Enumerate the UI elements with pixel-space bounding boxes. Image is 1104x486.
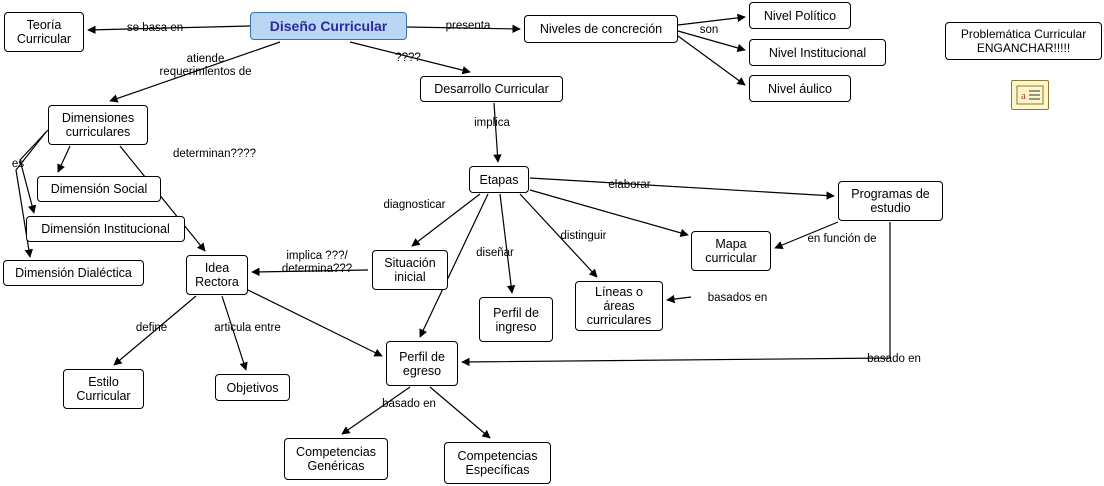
edge-label-el-basadosen: basados en bbox=[707, 292, 768, 304]
node-egreso[interactable]: Perfil de egreso bbox=[386, 341, 458, 386]
edge-label-el-implica: implica bbox=[474, 117, 510, 129]
edge-label-el-determinan: determinan???? bbox=[172, 148, 257, 160]
svg-text:a: a bbox=[1021, 90, 1026, 102]
node-idea[interactable]: Idea Rectora bbox=[186, 255, 248, 295]
node-ddialect[interactable]: Dimensión Dialéctica bbox=[3, 260, 144, 286]
edge-label-el-basadoen2: basado en bbox=[867, 353, 921, 365]
edge-label-el-define: define bbox=[135, 322, 168, 334]
edge-label-el-elaborar: elaborar bbox=[608, 179, 651, 191]
edge-label-el-basadoen: basado en bbox=[382, 398, 436, 410]
edge-label-el-enfuncion: en función de bbox=[807, 233, 877, 245]
node-teoria[interactable]: Teoría Curricular bbox=[4, 12, 84, 52]
edge-label-el-atiende: atiende requerimientos de bbox=[159, 53, 252, 78]
edge-label-el-articula: articula entre bbox=[214, 322, 281, 334]
node-dsocial[interactable]: Dimensión Social bbox=[37, 176, 161, 202]
node-desarrollo[interactable]: Desarrollo Curricular bbox=[420, 76, 563, 102]
node-programas[interactable]: Programas de estudio bbox=[838, 181, 943, 221]
node-dinstit[interactable]: Dimensión Institucional bbox=[26, 216, 185, 242]
edge-label-el-presenta: presenta bbox=[445, 20, 491, 32]
edge-label-el-disenar: diseñar bbox=[476, 247, 514, 259]
edge-label-el-distinguir: distinguir bbox=[560, 230, 607, 242]
edge-label-el-son: son bbox=[699, 24, 719, 36]
edge-label-el-diagnosticar: diagnosticar bbox=[383, 199, 446, 211]
node-lineas[interactable]: Líneas o áreas curriculares bbox=[575, 281, 663, 331]
node-genericas[interactable]: Competencias Genéricas bbox=[284, 438, 388, 480]
node-npolitico[interactable]: Nivel Político bbox=[749, 2, 851, 29]
node-problema[interactable]: Problemática Curricular ENGANCHAR!!!!! bbox=[945, 22, 1102, 60]
edge-label-el-interr4: ???? bbox=[395, 52, 421, 64]
node-etapas[interactable]: Etapas bbox=[469, 166, 529, 193]
node-situacion[interactable]: Situación inicial bbox=[372, 250, 448, 290]
node-niveles[interactable]: Niveles de concreción bbox=[524, 15, 678, 43]
node-dimensiones[interactable]: Dimensiones curriculares bbox=[48, 105, 148, 145]
node-especificas[interactable]: Competencias Específicas bbox=[444, 442, 551, 484]
edge-label-el-implicadet: implica ???/ determina??? bbox=[281, 250, 353, 275]
edge-label-el-es: es bbox=[11, 158, 25, 170]
node-estilo[interactable]: Estilo Curricular bbox=[63, 369, 144, 409]
node-objetivos[interactable]: Objetivos bbox=[215, 374, 290, 401]
node-diseno[interactable]: Diseño Curricular bbox=[250, 12, 407, 40]
node-ninstit[interactable]: Nivel Institucional bbox=[749, 39, 886, 66]
resource-icon[interactable] bbox=[1011, 80, 1049, 110]
node-mapa[interactable]: Mapa curricular bbox=[691, 231, 771, 271]
node-naulico[interactable]: Nivel áulico bbox=[749, 75, 851, 102]
edge-label-el-sebasaen: se basa en bbox=[126, 22, 184, 34]
node-ingreso[interactable]: Perfil de ingreso bbox=[479, 297, 553, 342]
